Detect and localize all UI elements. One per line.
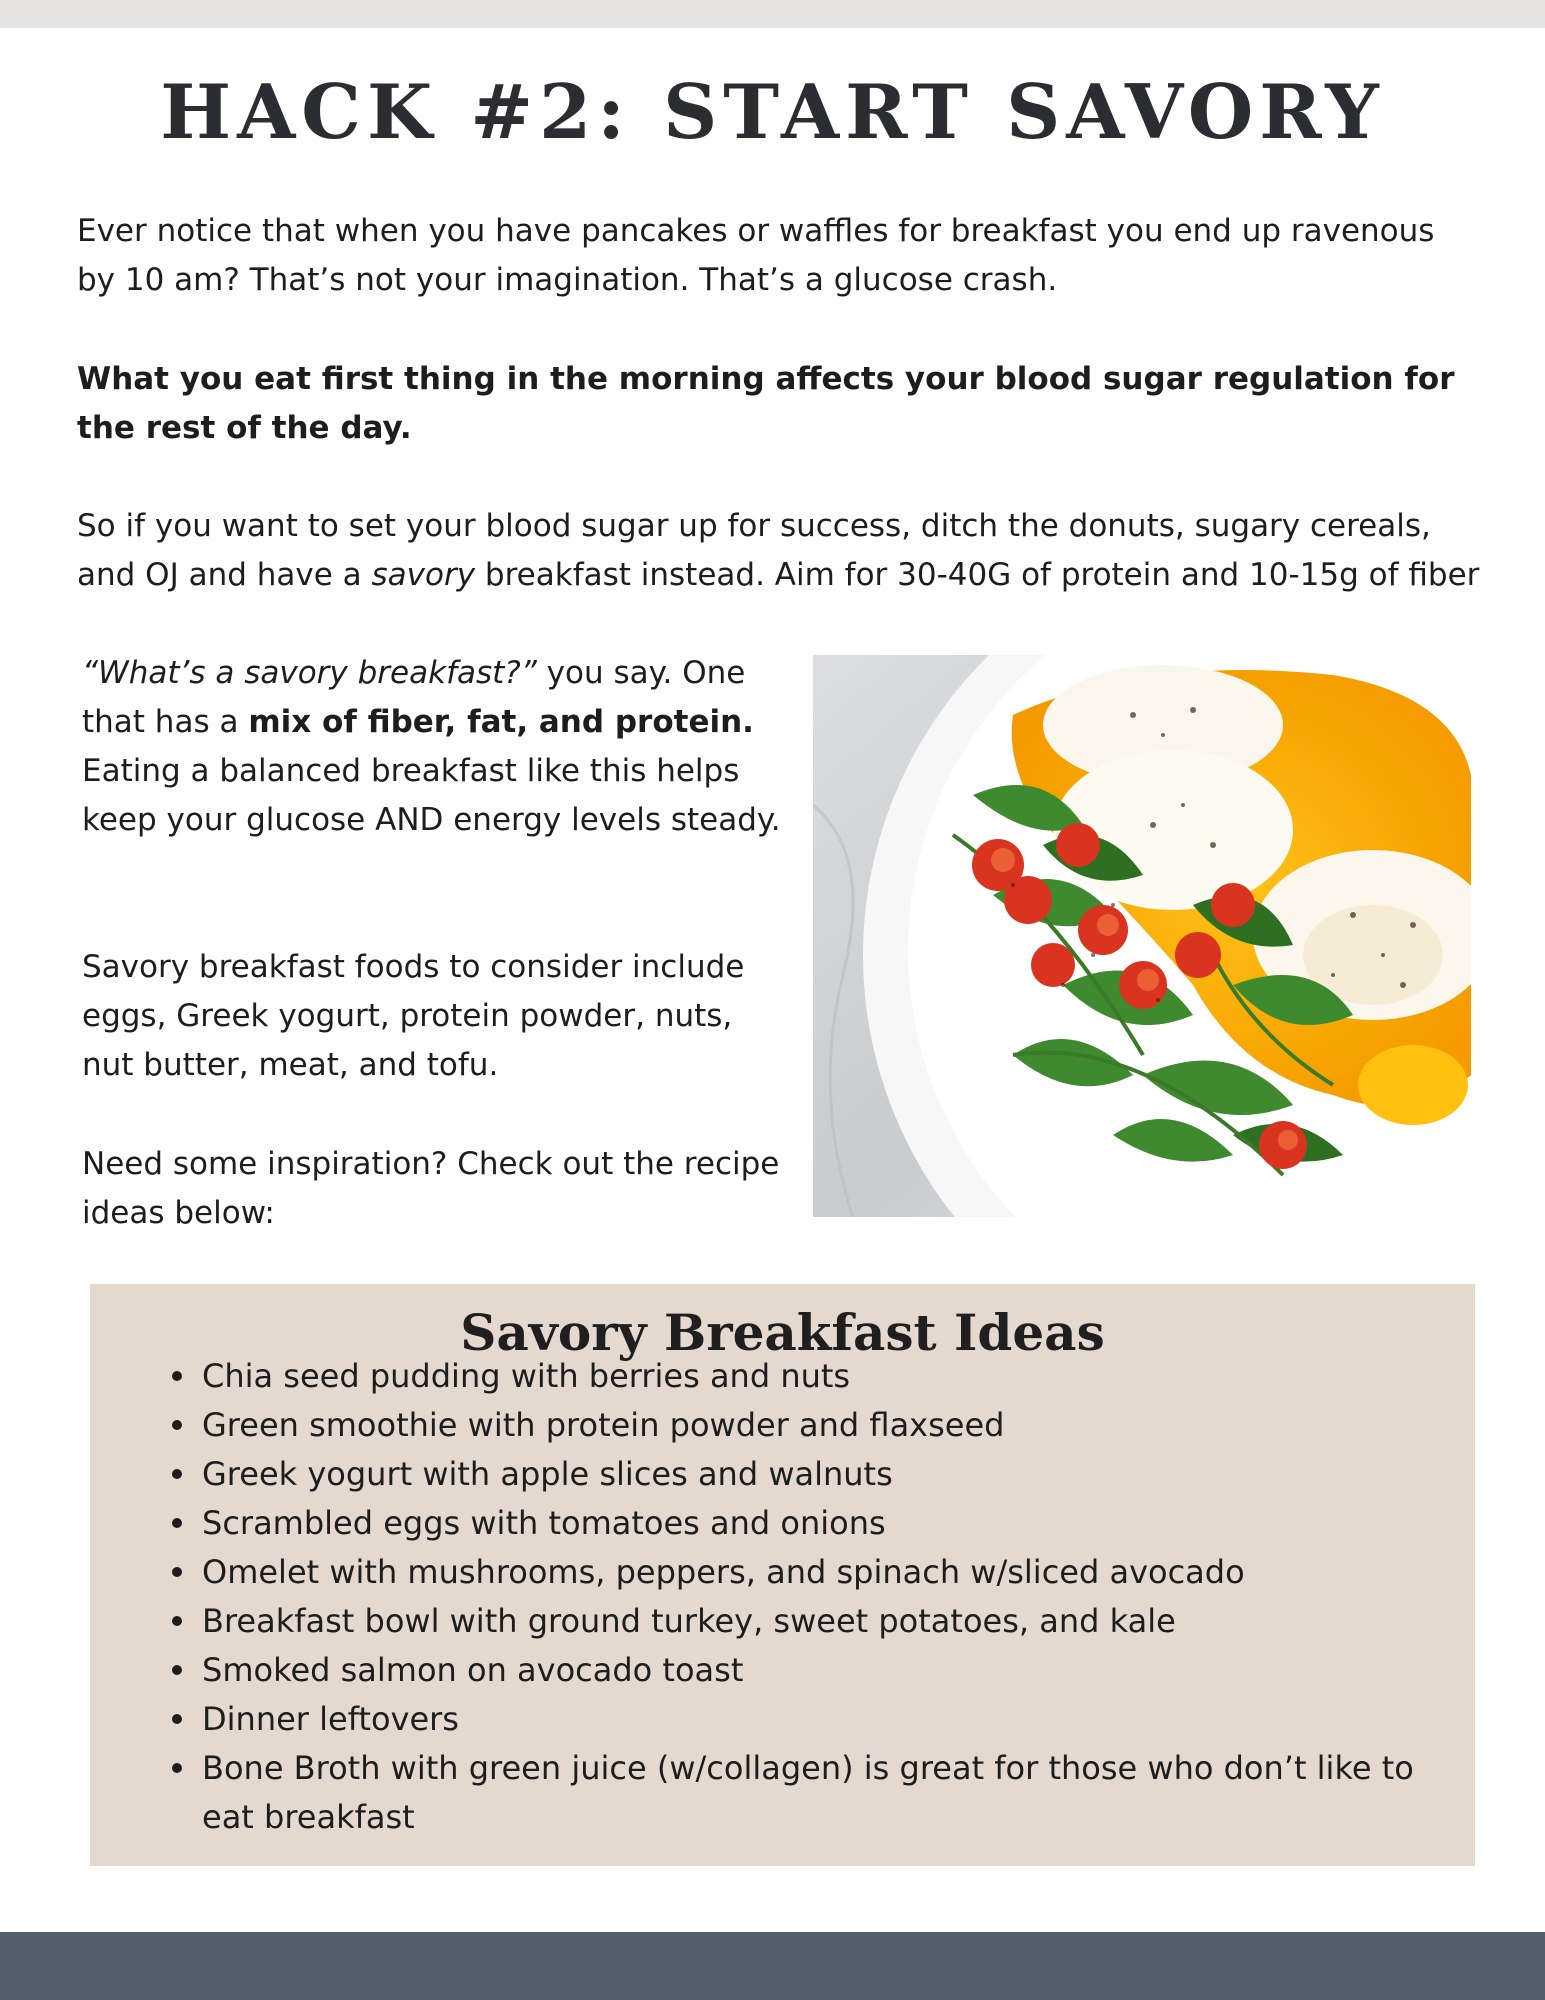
bullet-icon [172,1665,182,1675]
list-item [202,1597,1442,1646]
list-item-text: Chia seed pudding with berries and nuts [202,1357,851,1395]
list-item-text: Bone Broth with green juice (w/collagen) is great for those who don’t like to eat breakfast [202,1749,1414,1836]
bullet-icon [172,1371,182,1381]
list-item-text: Green smoothie with protein powder and flaxseed [202,1406,1005,1444]
list-item-text: Scrambled eggs with tomatoes and onions [202,1504,886,1542]
list-item-text: Breakfast bowl with ground turkey, sweet potatoes, and kale [202,1602,1176,1640]
balanced-breakfast-text: Eating a balanced breakfast like this helps keep your glucose AND energy levels steady. [82,753,781,838]
intro-paragraph: Ever notice that when you have pancakes or waffles for breakfast you end up ravenous by 10 am? That’s not your imagination. That’s a glucose crash. [77,213,1435,298]
bold-statement: What you eat first thing in the morning affects your blood sugar regulation for the rest of the day. [77,361,1455,446]
list-item [202,1744,1442,1842]
list-item-text: Smoked salmon on avocado toast [202,1651,744,1689]
bullet-icon [172,1714,182,1724]
savory-foods-paragraph: Savory breakfast foods to consider include eggs, Greek yogurt, protein powder, nuts, nut butter, meat, and tofu. [82,949,745,1083]
ideas-title: Savory Breakfast Ideas [460,1303,1105,1362]
savory-ideas-box [90,1284,1475,1866]
bullet-icon [172,1763,182,1773]
list-item-text: Greek yogurt with apple slices and walnuts [202,1455,893,1493]
savory-emphasis: savory [371,557,476,593]
savory-definition-text: you say. One that has a [82,655,746,740]
savory-question: “What’s a savory breakfast?” [82,655,537,691]
recommendation-paragraph [77,502,1497,600]
list-item [202,1548,1442,1597]
inspiration-paragraph: Need some inspiration? Check out the recipe ideas below: [82,1146,780,1231]
footer-bar [0,1932,1545,2000]
list-item [202,1352,1442,1401]
list-item [202,1450,1442,1499]
recommendation-text-start: So if you want to set your blood sugar up for success, ditch the donuts, sugary cereals, and OJ and have a [77,508,1431,593]
list-item-text: Dinner leftovers [202,1700,459,1738]
breakfast-plate-illustration [813,655,1471,1217]
breakfast-photo [813,655,1471,1217]
list-item [202,1401,1442,1450]
bullet-icon [172,1469,182,1479]
top-bar [0,0,1545,28]
bullet-icon [172,1616,182,1626]
page-title: HACK #2: START SAVORY [160,68,1385,156]
list-item [202,1499,1442,1548]
bullet-icon [172,1567,182,1577]
list-item-text: Omelet with mushrooms, peppers, and spinach w/sliced avocado [202,1553,1245,1591]
bullet-icon [172,1518,182,1528]
recommendation-text-end: breakfast instead. Aim for 30-40G of protein and 10-15g of fiber [475,557,1480,593]
bullet-icon [172,1420,182,1430]
list-item [202,1695,1442,1744]
savory-definition-paragraph [82,649,782,845]
ideas-list [202,1352,1442,1842]
list-item [202,1646,1442,1695]
macro-mix-emphasis: mix of fiber, fat, and protein. [248,704,754,740]
